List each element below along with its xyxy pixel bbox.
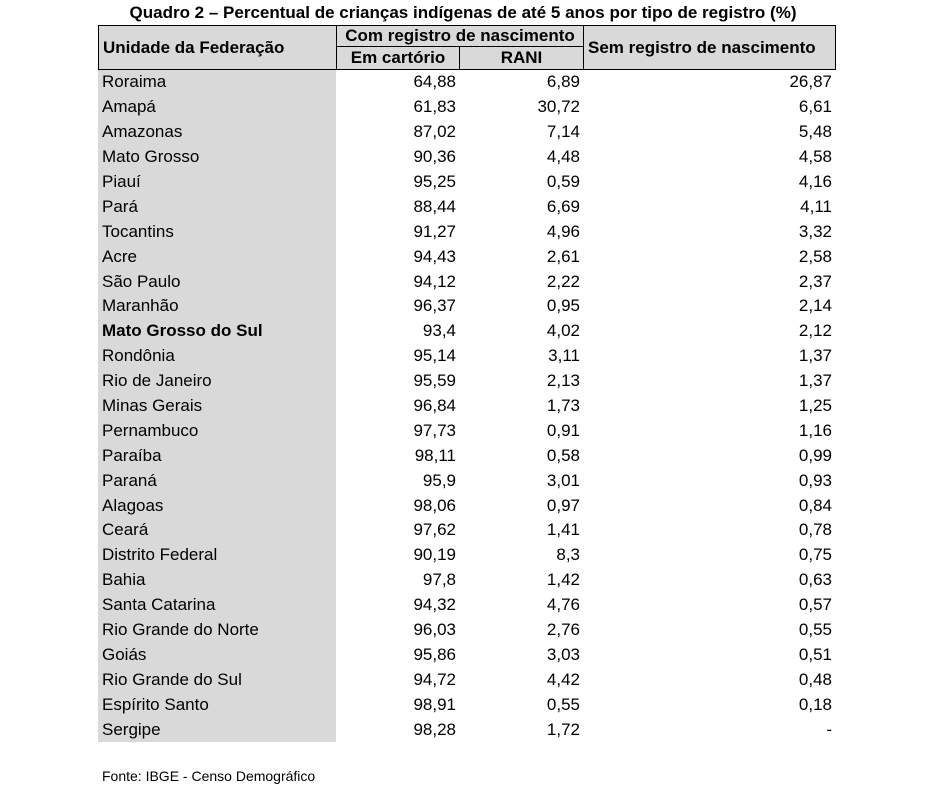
row-uf: Piauí [98, 170, 336, 195]
source-note: Fonte: IBGE - Censo Demográfico [102, 768, 316, 784]
row-sem-registro: 0,75 [798, 545, 832, 565]
row-em-cartorio: 98,06 [413, 495, 456, 515]
row-em-cartorio: 97,73 [413, 420, 456, 440]
row-rani: 4,76 [546, 595, 580, 615]
row-uf: Sergipe [98, 717, 336, 742]
row-rani: 1,73 [546, 396, 580, 416]
row-em-cartorio: 96,03 [413, 620, 456, 640]
row-sem-registro: 1,16 [798, 420, 832, 440]
row-em-cartorio: 94,43 [413, 246, 456, 266]
row-uf: Amapá [98, 95, 336, 120]
row-rani: 8,3 [556, 545, 580, 565]
row-em-cartorio: 97,8 [422, 570, 456, 590]
row-rani: 1,42 [546, 570, 580, 590]
row-uf: Goiás [98, 642, 336, 667]
row-uf: Santa Catarina [98, 593, 336, 618]
row-sem-registro: 4,16 [798, 172, 832, 191]
row-sem-registro: 0,84 [798, 495, 832, 515]
row-uf: Minas Gerais [98, 394, 336, 419]
row-rani: 7,14 [546, 122, 580, 142]
row-rani: 3,03 [546, 644, 580, 664]
header-sem-registro: Sem registro de nascimento [584, 25, 836, 70]
row-uf: Maranhão [98, 294, 336, 319]
row-em-cartorio: 90,36 [413, 147, 456, 167]
row-rani: 4,42 [546, 669, 580, 689]
row-rani: 0,95 [546, 296, 580, 316]
row-rani: 4,48 [546, 147, 580, 167]
row-rani: 2,61 [546, 246, 580, 266]
row-em-cartorio: 91,27 [413, 221, 456, 241]
row-rani: 3,11 [548, 346, 580, 366]
row-em-cartorio: 98,91 [413, 694, 456, 714]
row-em-cartorio: 95,9 [422, 470, 456, 490]
row-sem-registro: 5,48 [798, 122, 832, 142]
row-sem-registro: 2,58 [798, 246, 832, 266]
row-em-cartorio: 64,88 [413, 72, 456, 92]
row-em-cartorio: 94,72 [413, 669, 456, 689]
row-em-cartorio: 87,02 [413, 122, 456, 142]
row-em-cartorio: 98,28 [413, 719, 456, 739]
row-uf: Rondônia [98, 344, 336, 369]
row-rani: 1,41 [546, 520, 580, 540]
row-sem-registro: 0,93 [798, 470, 832, 490]
row-uf: Paraíba [98, 443, 336, 468]
row-sem-registro: 0,78 [798, 520, 832, 540]
header-em-cartorio: Em cartório [336, 47, 460, 70]
row-uf: Tocantins [98, 219, 336, 244]
row-uf: Bahia [98, 568, 336, 593]
row-em-cartorio: 95,25 [413, 172, 456, 191]
row-rani: 0,91 [546, 420, 580, 440]
row-rani: 6,89 [546, 72, 580, 92]
header-unidade: Unidade da Federação [98, 25, 336, 70]
row-sem-registro: 2,37 [798, 271, 832, 291]
row-sem-registro: 2,12 [798, 321, 832, 341]
row-uf: Distrito Federal [98, 543, 336, 568]
row-sem-registro: 1,25 [798, 396, 832, 416]
row-sem-registro: 0,55 [798, 620, 832, 640]
row-em-cartorio: 98,11 [414, 445, 456, 465]
row-rani: 1,72 [546, 719, 580, 739]
row-sem-registro: 26,87 [789, 72, 832, 92]
row-uf: Mato Grosso [98, 145, 336, 170]
row-uf: Mato Grosso do Sul [98, 319, 336, 344]
row-em-cartorio: 94,32 [413, 595, 456, 615]
row-em-cartorio: 96,37 [413, 296, 456, 316]
row-rani: 4,96 [546, 221, 580, 241]
row-em-cartorio: 61,83 [413, 97, 456, 117]
row-uf: Pará [98, 194, 336, 219]
row-em-cartorio: 97,62 [413, 520, 456, 540]
row-sem-registro: 0,57 [798, 595, 832, 615]
row-sem-registro: - [826, 719, 832, 739]
row-rani: 30,72 [537, 97, 580, 117]
row-em-cartorio: 90,19 [413, 545, 456, 565]
row-rani: 0,58 [546, 445, 580, 465]
row-sem-registro: 4,11 [800, 196, 832, 216]
row-rani: 0,59 [546, 172, 580, 191]
row-uf: Acre [98, 244, 336, 269]
row-uf: Espírito Santo [98, 692, 336, 717]
row-rani: 3,01 [546, 470, 580, 490]
row-em-cartorio: 93,4 [422, 321, 456, 341]
row-uf: Amazonas [98, 120, 336, 145]
row-em-cartorio: 94,12 [413, 271, 456, 291]
row-rani: 0,55 [546, 694, 580, 714]
row-sem-registro: 1,37 [798, 346, 832, 366]
row-em-cartorio: 95,86 [413, 644, 456, 664]
row-rani: 4,02 [546, 321, 580, 341]
row-em-cartorio: 95,59 [413, 371, 456, 391]
row-uf: Rio Grande do Norte [98, 618, 336, 643]
row-uf: Ceará [98, 518, 336, 543]
row-sem-registro: 0,18 [798, 694, 832, 714]
row-em-cartorio: 95,14 [413, 346, 456, 366]
row-uf: Rio de Janeiro [98, 369, 336, 394]
row-uf: Pernambuco [98, 418, 336, 443]
row-uf: Rio Grande do Sul [98, 667, 336, 692]
row-uf: Roraima [98, 70, 336, 95]
row-sem-registro: 1,37 [798, 371, 832, 391]
table-title: Quadro 2 – Percentual de crianças indígenas de até 5 anos por tipo de registro (%) [129, 3, 797, 22]
row-sem-registro: 0,51 [798, 644, 832, 664]
row-em-cartorio: 96,84 [413, 396, 456, 416]
row-em-cartorio: 88,44 [413, 196, 456, 216]
row-uf: Alagoas [98, 493, 336, 518]
row-uf: Paraná [98, 468, 336, 493]
row-rani: 2,76 [546, 620, 580, 640]
row-rani: 2,22 [546, 271, 580, 291]
header-com-registro: Com registro de nascimento [336, 25, 584, 47]
row-rani: 6,69 [546, 196, 580, 216]
row-sem-registro: 4,58 [798, 147, 832, 167]
row-sem-registro: 0,63 [798, 570, 832, 590]
row-sem-registro: 2,14 [798, 296, 832, 316]
row-uf: São Paulo [98, 269, 336, 294]
row-rani: 2,13 [546, 371, 580, 391]
data-table [98, 25, 836, 742]
header-rani: RANI [460, 47, 584, 70]
row-rani: 0,97 [546, 495, 580, 515]
row-sem-registro: 6,61 [798, 97, 832, 117]
row-sem-registro: 0,48 [798, 669, 832, 689]
row-sem-registro: 0,99 [798, 445, 832, 465]
row-sem-registro: 3,32 [798, 221, 832, 241]
